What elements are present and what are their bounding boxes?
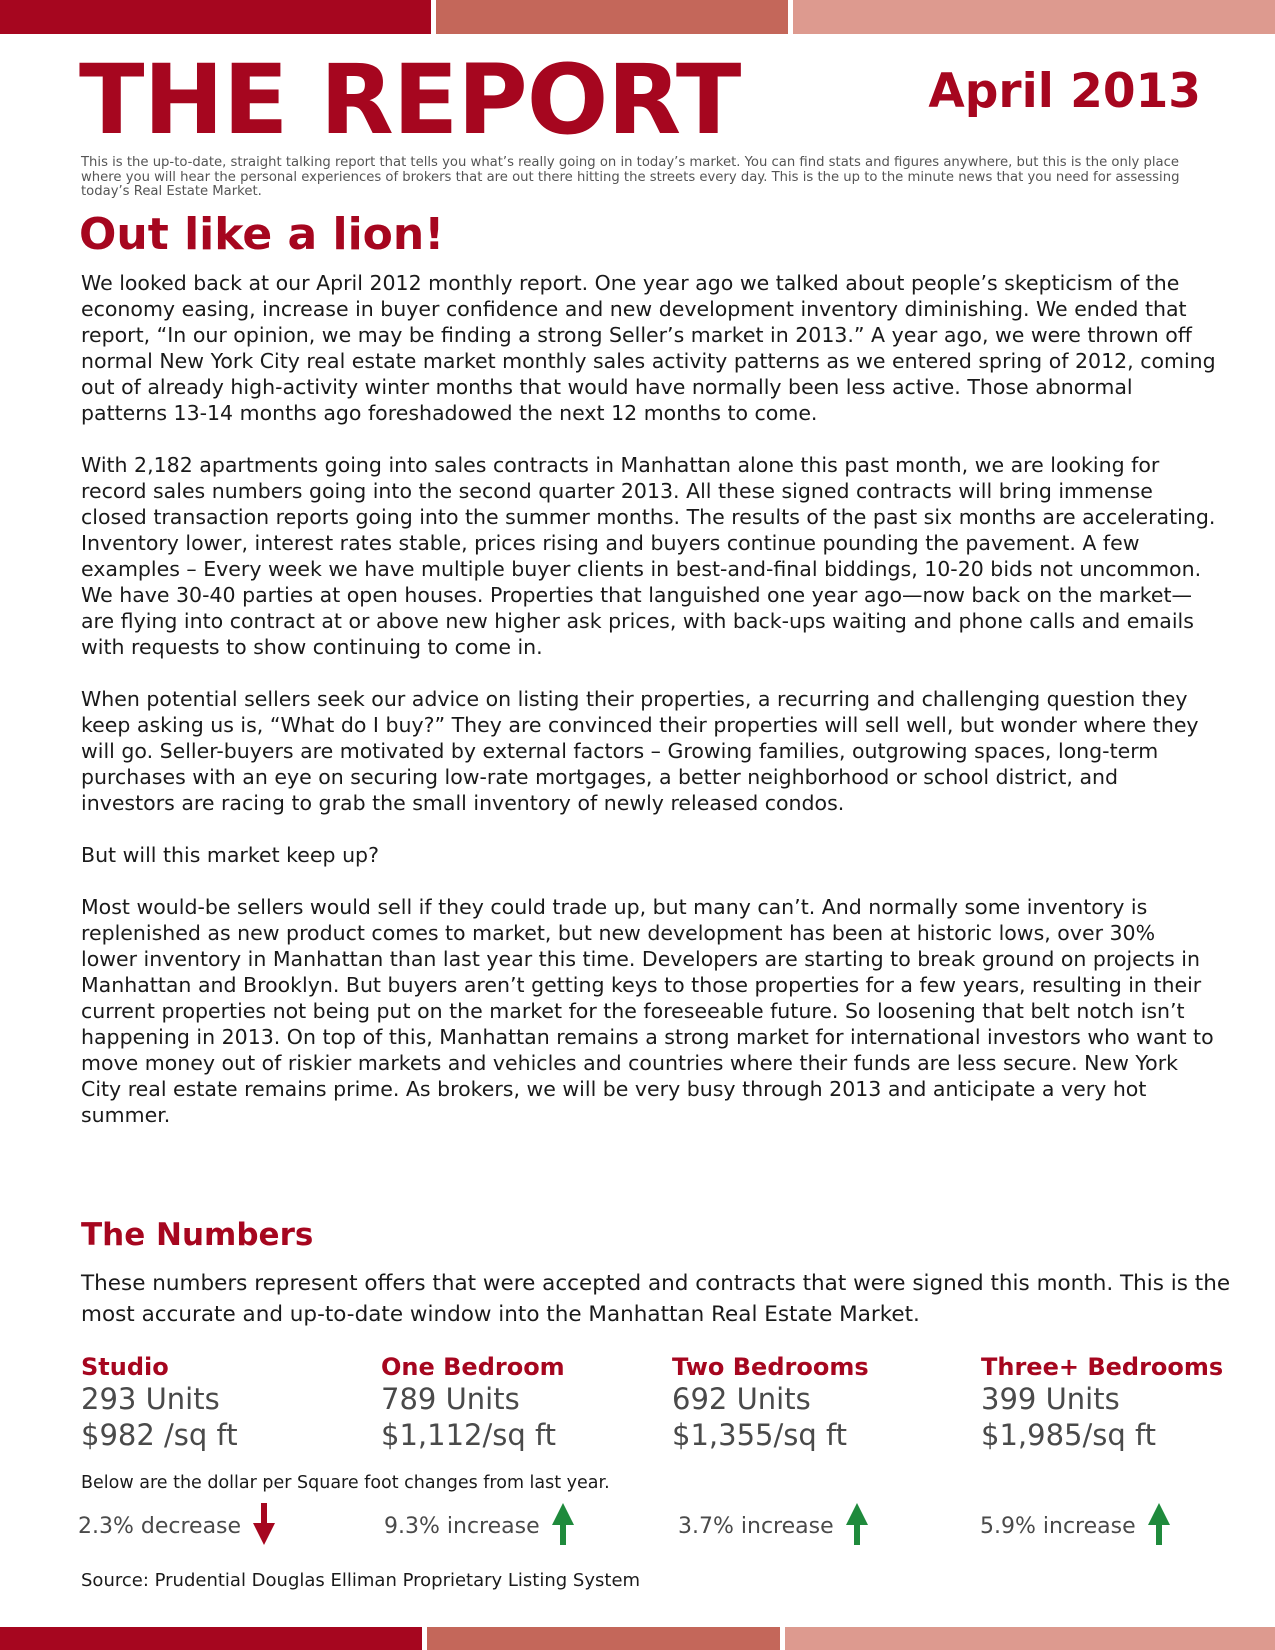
article-paragraph: But will this market keep up? — [81, 843, 379, 867]
stat-price: $982 /sq ft — [81, 1418, 238, 1452]
stat-price: $1,355/sq ft — [672, 1418, 848, 1452]
article-body — [81, 270, 1216, 1154]
price-change-text: 3.7% increase — [678, 1513, 834, 1539]
stat-column-studio — [81, 1353, 238, 1453]
stat-price: $1,985/sq ft — [981, 1418, 1157, 1452]
top-bar-medium — [436, 0, 788, 34]
arrow-up-icon — [1148, 1503, 1170, 1549]
arrow-up-icon — [846, 1503, 868, 1549]
source-note: Source: Prudential Douglas Elliman Proprietary Listing System — [81, 1570, 641, 1591]
stat-price: $1,112/sq ft — [381, 1418, 557, 1452]
stat-category: Two Bedrooms — [672, 1353, 869, 1381]
stat-category: One Bedroom — [381, 1353, 565, 1381]
bottom-bar-light — [785, 1627, 1275, 1650]
price-change-three-plus-bedrooms — [980, 1503, 1170, 1549]
price-change-text: 2.3% decrease — [78, 1513, 242, 1539]
article-paragraph: With 2,182 apartments going into sales contracts in Manhattan alone this past month, we are looking for record sales numbers going into the second quarter 2013. All these signed contracts will bring immense closed transaction reports going into the summer months. The results of the past six months are accelerating. Inventory lower, interest rates stable, prices rising and buyers continue pounding the pavement. A few examples – Every week we have multiple buyer clients in best-and-final biddings, 10-20 bids not uncommon. We have 30-40 parties at open houses. Properties that languished one year ago—now back on the market—are flying into contract at or above new higher ask prices, with back-ups waiting and phone calls and emails with requests to show continuing to come in. — [81, 453, 1216, 659]
stat-column-one-bedroom — [381, 1353, 565, 1453]
stat-units: 293 Units — [81, 1382, 220, 1416]
stat-units: 692 Units — [672, 1382, 811, 1416]
stat-units: 399 Units — [981, 1382, 1120, 1416]
stat-category: Studio — [81, 1353, 169, 1381]
stat-column-three-plus-bedrooms — [981, 1353, 1223, 1453]
article-paragraph: Most would-be sellers would sell if they could trade up, but many can’t. And normally some inventory is replenished as new product comes to market, but new development has been at historic lows, over 30% lower inventory in Manhattan than last year this time. Developers are starting to break ground on projects in Manhattan and Brooklyn. But buyers aren’t getting keys to those properties for a few years, resulting in their current properties not being put on the market for the foreseeable future. So loosening that belt notch isn’t happening in 2013. On top of this, Manhattan remains a strong market for international investors who want to move money out of riskier markets and vehicles and countries where their funds are less secure. New York City real estate remains prime. As brokers, we will be very busy through 2013 and anticipate a very hot summer. — [81, 895, 1214, 1127]
price-change-two-bedrooms — [678, 1503, 868, 1549]
report-title: THE REPORT — [79, 44, 741, 156]
stat-units: 789 Units — [381, 1382, 520, 1416]
top-bar-light — [793, 0, 1275, 34]
arrow-up-icon — [552, 1503, 574, 1549]
article-paragraph: We looked back at our April 2012 monthly report. One year ago we talked about people’s skepticism of the economy easing, increase in buyer confidence and new development inventory diminishing. We ended that report, “In our opinion, we may be finding a strong Seller’s market in 2013.” A year ago, we were thrown off normal New York City real estate market monthly sales activity patterns as we entered spring of 2012, coming out of already high-activity winter months that would have normally been less active. Those abnormal patterns 13-14 months ago foreshadowed the next 12 months to come. — [81, 271, 1216, 425]
numbers-heading: The Numbers — [81, 1217, 314, 1253]
arrow-down-icon — [253, 1503, 275, 1549]
article-paragraph: When potential sellers seek our advice on listing their properties, a recurring and challenging question they keep asking us is, “What do I buy?” They are convinced their properties will sell well, but wonder where they will go. Seller-buyers are motivated by external factors – Growing families, outgrowing spaces, long-term purchases with an eye on securing low-rate mortgages, a better neighborhood or school district, and investors are racing to grab the small inventory of newly released condos. — [81, 687, 1199, 815]
price-change-studio — [78, 1503, 275, 1549]
bottom-bar-medium — [427, 1627, 780, 1650]
issue-date: April 2013 — [928, 64, 1201, 119]
top-bar-dark — [0, 0, 431, 34]
intro-text: This is the up-to-date, straight talking report that tells you what’s really going on in today’s market. You can find stats and figures anywhere, but this is the only place where you will hear the personal experiences of brokers that are out there hitting the streets every day. This is the up to the minute news that you need for assessing today’s Real Estate Market. — [81, 155, 1180, 199]
article-headline: Out like a lion! — [79, 209, 445, 260]
change-note: Below are the dollar per Square foot changes from last year. — [81, 1473, 610, 1493]
bottom-bar-dark — [0, 1627, 422, 1650]
stat-column-two-bedrooms — [672, 1353, 869, 1453]
numbers-intro: These numbers represent offers that were accepted and contracts that were signed this month. This is the most accurate and up-to-date window into the Manhattan Real Estate Market. — [81, 1271, 1231, 1327]
price-change-text: 9.3% increase — [384, 1513, 540, 1539]
price-change-text: 5.9% increase — [980, 1513, 1136, 1539]
price-change-one-bedroom — [384, 1503, 574, 1549]
stat-category: Three+ Bedrooms — [981, 1353, 1224, 1381]
